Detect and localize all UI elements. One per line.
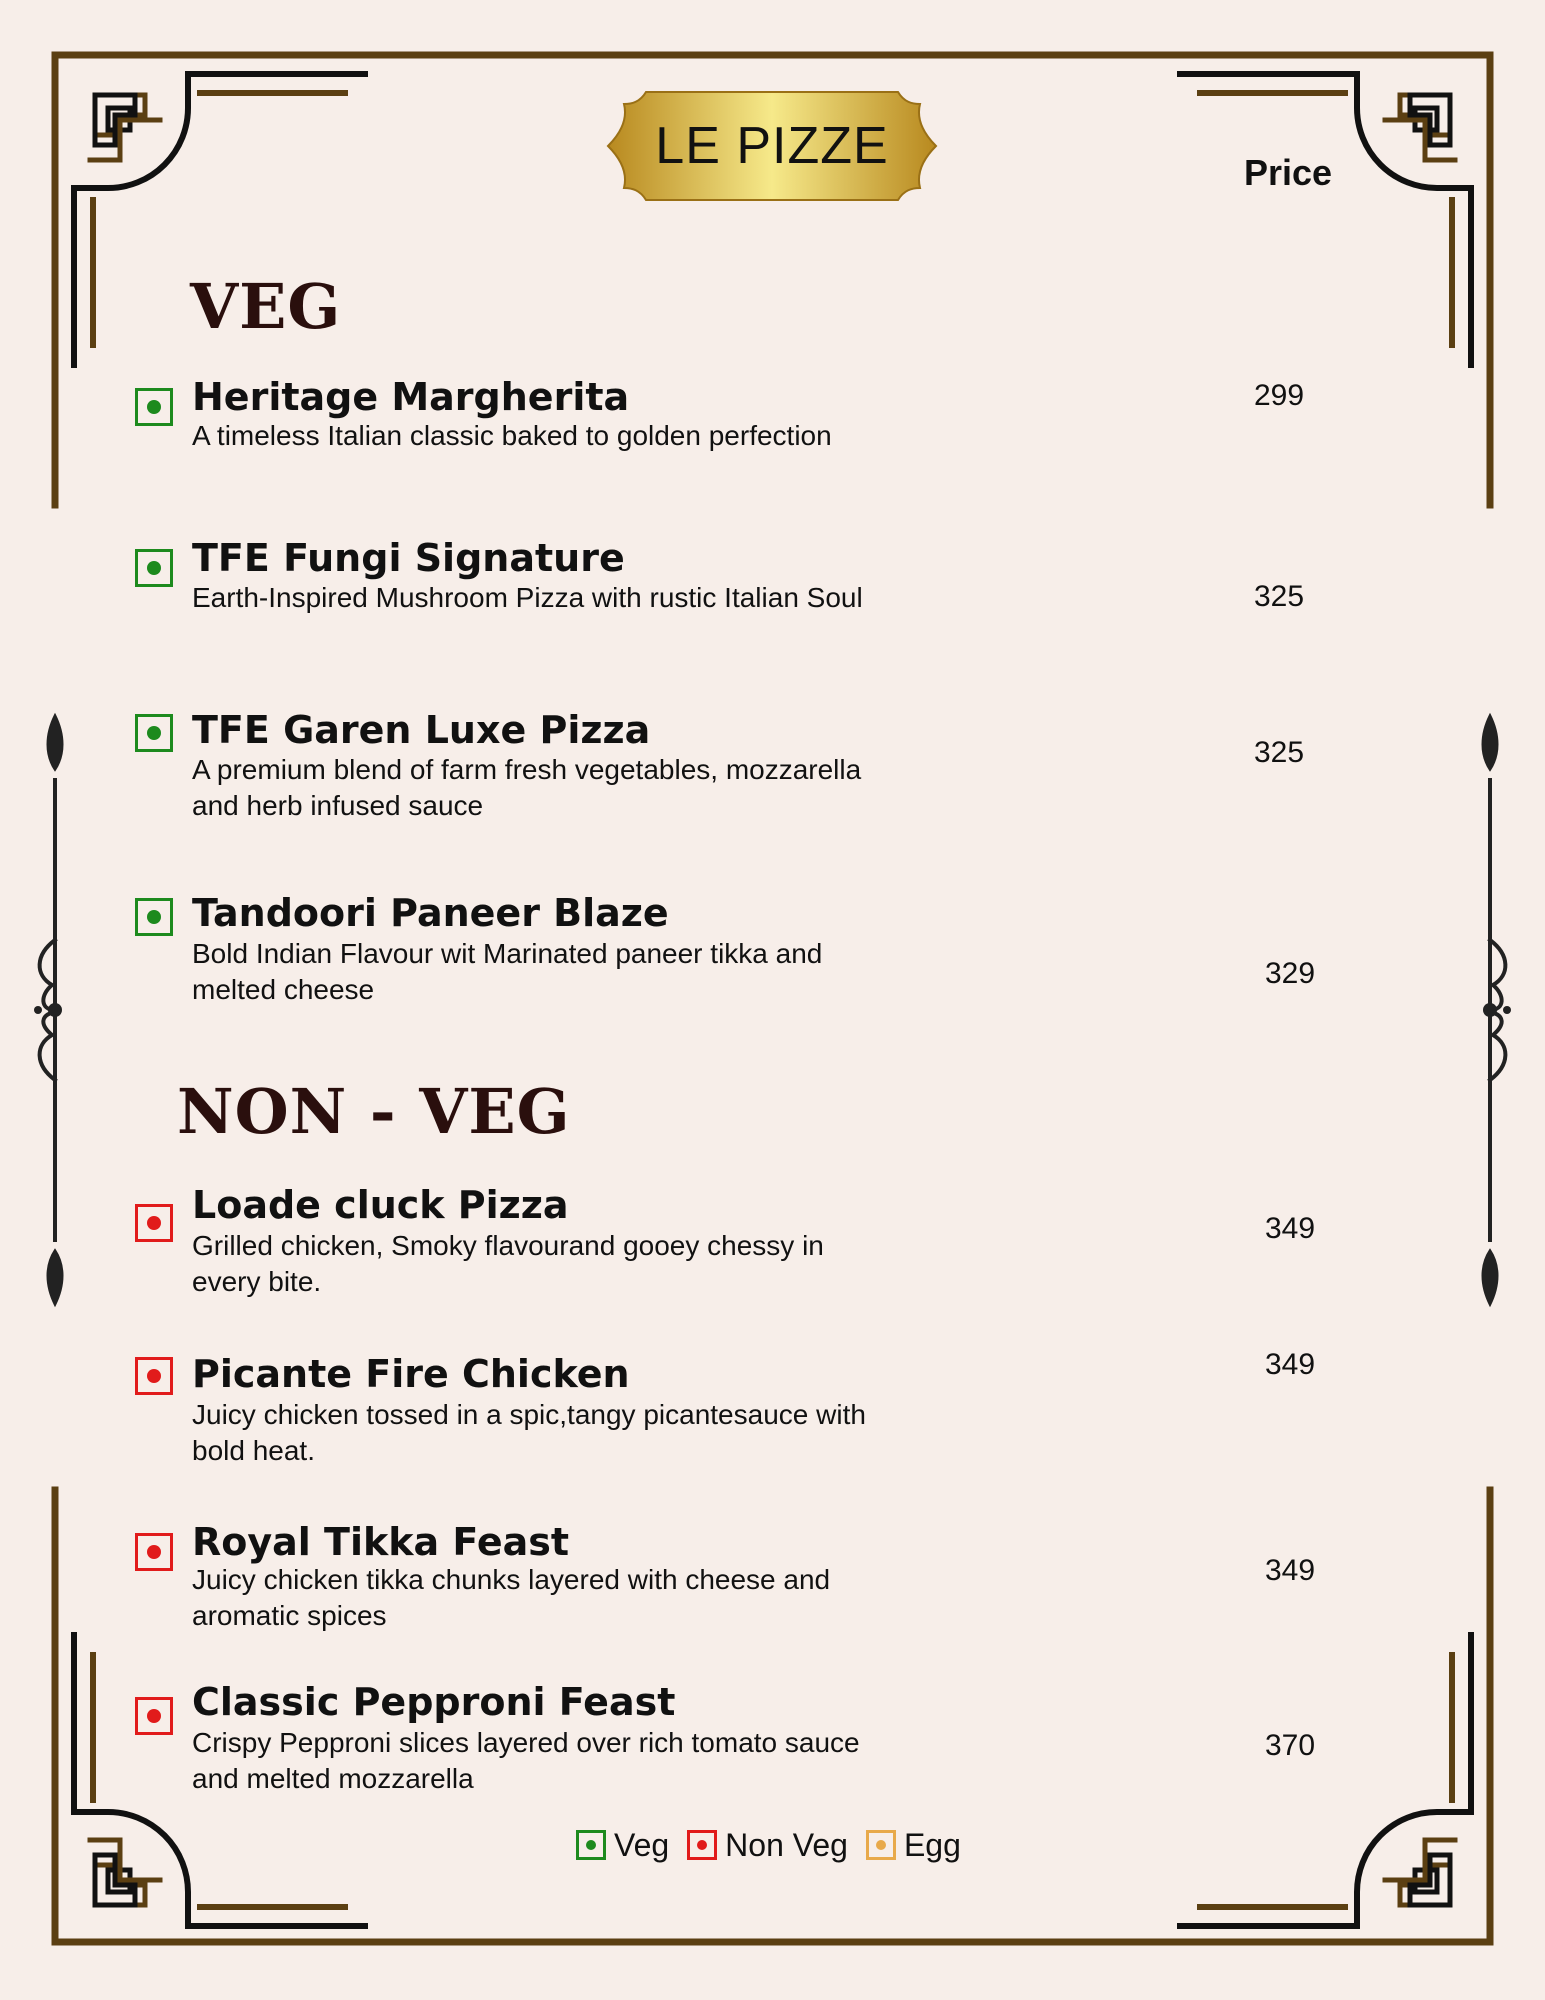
item-description: Juicy chicken tikka chunks layered with cheese and aromatic spices	[192, 1564, 831, 1631]
legend-egg-label: Egg	[903, 1826, 961, 1863]
item-description: Crispy Pepproni slices layered over rich tomato sauce and melted mozzarella	[192, 1727, 860, 1794]
nonveg-indicator-icon	[135, 1697, 173, 1735]
title-badge	[606, 90, 938, 202]
nonveg-indicator-icon	[135, 1533, 173, 1571]
item-name: Royal Tikka Feast	[192, 1520, 570, 1564]
item-description: A timeless Italian classic baked to golden perfection	[192, 420, 832, 451]
item-price: 325	[1254, 580, 1305, 613]
veg-indicator-icon	[135, 714, 173, 752]
item-name: Heritage Margherita	[192, 375, 630, 419]
veg-legend-icon	[576, 1830, 606, 1860]
veg-section-title: VEG	[190, 270, 342, 343]
egg-legend-icon	[866, 1830, 896, 1860]
item-name: Picante Fire Chicken	[192, 1352, 630, 1396]
veg-indicator-icon	[135, 549, 173, 587]
item-description: Bold Indian Flavour wit Marinated paneer tikka and melted cheese	[192, 938, 823, 1005]
menu-title: LE PIZZE	[655, 117, 889, 175]
nonveg-indicator-icon	[135, 1204, 173, 1242]
legend-nonveg-label: Non Veg	[725, 1826, 848, 1863]
item-description: Grilled chicken, Smoky flavourand gooey chessy in every bite.	[192, 1230, 824, 1297]
item-name: Loade cluck Pizza	[192, 1183, 569, 1227]
item-description: Earth-Inspired Mushroom Pizza with rustic Italian Soul	[192, 582, 863, 613]
item-price: 299	[1254, 379, 1305, 412]
veg-indicator-icon	[135, 388, 173, 426]
nonveg-indicator-icon	[135, 1357, 173, 1395]
item-price: 325	[1254, 736, 1305, 769]
item-description: A premium blend of farm fresh vegetables, mozzarella and herb infused sauce	[192, 754, 862, 821]
dietary-legend	[576, 1826, 971, 1864]
item-name: Classic Pepproni Feast	[192, 1680, 676, 1724]
item-price: 329	[1265, 957, 1316, 990]
item-price: 349	[1265, 1554, 1316, 1587]
veg-indicator-icon	[135, 898, 173, 936]
item-name: TFE Fungi Signature	[192, 536, 625, 580]
item-price: 349	[1265, 1212, 1316, 1245]
item-name: Tandoori Paneer Blaze	[192, 891, 669, 935]
item-price: 370	[1265, 1729, 1316, 1762]
nonveg-legend-icon	[687, 1830, 717, 1860]
item-name: TFE Garen Luxe Pizza	[192, 708, 651, 752]
item-price: 349	[1265, 1348, 1316, 1381]
nonveg-section-title: NON - VEG	[177, 1075, 571, 1148]
item-description: Juicy chicken tossed in a spic,tangy picantesauce with bold heat.	[192, 1399, 866, 1466]
legend-veg-label: Veg	[614, 1826, 670, 1863]
price-column-header: Price	[1244, 152, 1333, 193]
